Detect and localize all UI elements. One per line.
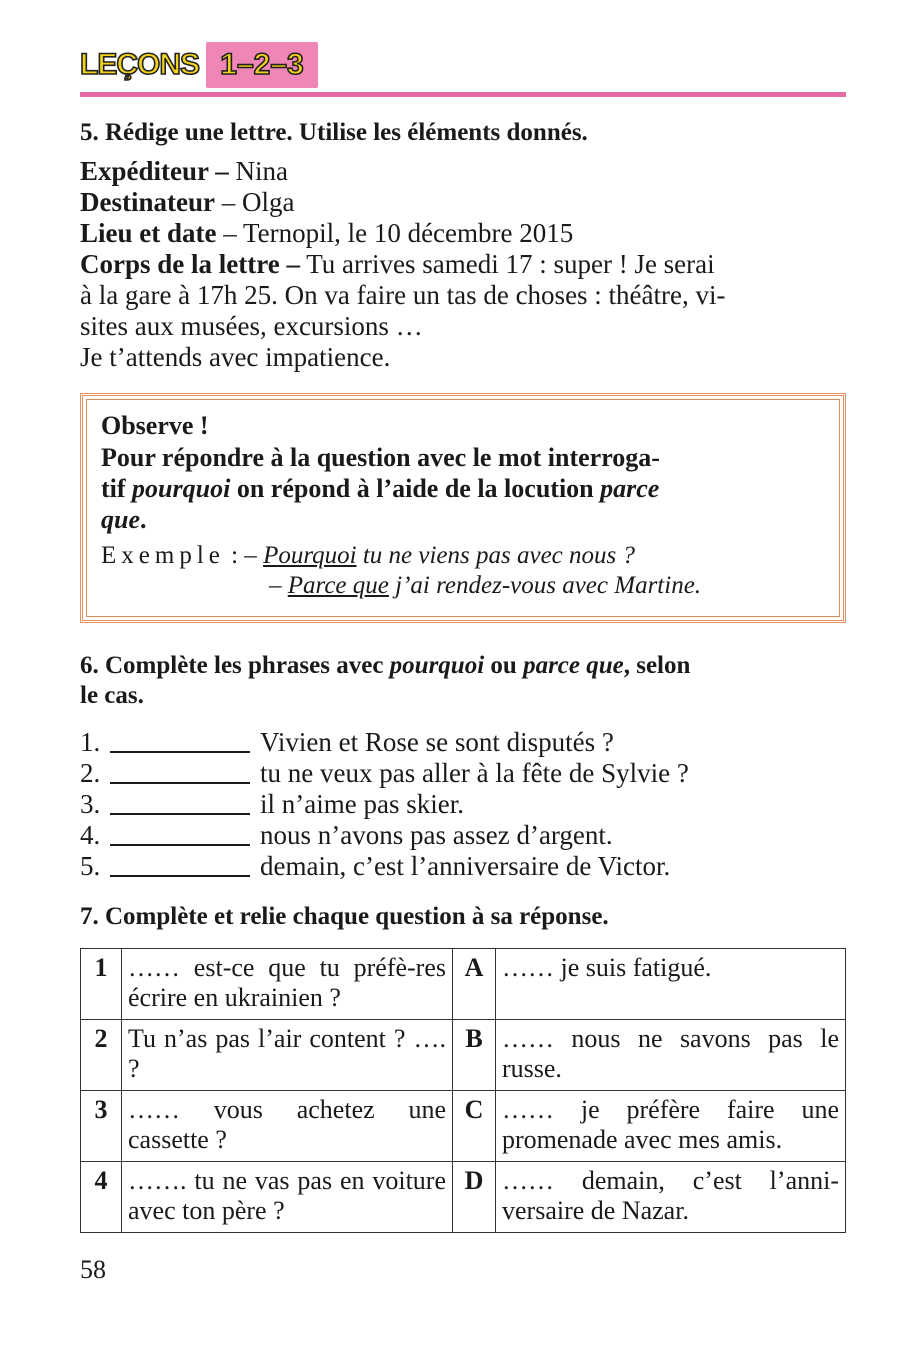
item-number: 2. (80, 758, 101, 788)
letter-body-label: Corps de la lettre – (80, 249, 300, 279)
place-date-value: – Ternopil, le 10 décembre 2015 (216, 218, 574, 248)
question-number: 4 (81, 1162, 122, 1233)
example-dash: – (269, 572, 288, 599)
table-row (81, 1020, 846, 1091)
list-item (80, 851, 846, 882)
recipient-line (80, 187, 846, 218)
sender-line (80, 156, 846, 187)
lessons-numbers: 1–2–3 (206, 42, 318, 88)
list-item (80, 758, 846, 789)
lessons-title: LEÇONS (80, 48, 200, 81)
answer-letter: A (453, 949, 496, 1020)
example-separator: : – (224, 542, 264, 569)
item-text: Vivien et Rose se sont disputés ? (260, 727, 614, 757)
table-row (81, 949, 846, 1020)
place-date-line (80, 218, 846, 249)
item-text: nous n’avons pas assez d’argent. (260, 820, 613, 850)
ex6-title-pourquoi: pourquoi (389, 652, 485, 679)
question-cell: …… vous achetez une cassette ? (122, 1091, 453, 1162)
sender-label: Expéditeur – (80, 156, 229, 186)
item-number: 5. (80, 851, 101, 881)
letter-body-value: Tu arrives samedi 17 : super ! Je serai (299, 249, 715, 279)
letter-body-line-1 (80, 249, 846, 280)
place-date-label: Lieu et date (80, 218, 217, 248)
list-item (80, 789, 846, 820)
answer-blank[interactable] (110, 789, 250, 815)
letter-body-line-3: sites aux musées, excursions … (80, 311, 423, 341)
exercise-6-list (80, 727, 846, 882)
answer-cell: …… je préfère faire une promenade avec mes amis. (496, 1091, 846, 1162)
item-text: demain, c’est l’anniversaire de Victor. (260, 851, 671, 881)
answer-cell: …… je suis fatigué. (496, 949, 846, 1020)
exercise-7-title: 7. Complète et relie chaque question à sa réponse. (80, 903, 609, 930)
example-question: tu ne viens pas avec nous ? (356, 542, 635, 569)
example-line-1 (101, 541, 825, 571)
answer-cell: …… nous ne savons pas le russe. (496, 1020, 846, 1091)
item-number: 4. (80, 820, 101, 850)
answer-blank[interactable] (110, 758, 250, 784)
observe-box (80, 393, 846, 623)
observe-text-line-1: Pour répondre à la question avec le mot interroga- (101, 443, 660, 472)
textbook-page (80, 38, 846, 1225)
item-text: il n’aime pas skier. (260, 789, 464, 819)
exercise-5 (80, 118, 846, 373)
question-number: 1 (81, 949, 122, 1020)
ex6-title-ou: ou (484, 652, 524, 679)
example-line-2 (101, 571, 825, 601)
item-text: tu ne veux pas aller à la fête de Sylvie ? (260, 758, 689, 788)
table-row (81, 1091, 846, 1162)
question-cell: Tu n’as pas l’air content ? …. ? (122, 1020, 453, 1091)
answer-letter: C (453, 1091, 496, 1162)
header-divider (80, 92, 846, 97)
observe-title: Observe ! (101, 411, 209, 440)
exercise-6-title-line-2: le cas. (80, 682, 144, 709)
letter-body-line-2: à la gare à 17h 25. On va faire un tas de choses : théâtre, vi- (80, 280, 726, 310)
lesson-header (80, 38, 846, 94)
answer-letter: D (453, 1162, 496, 1233)
exercise-6-title (80, 651, 846, 711)
ex6-title-parce-que: parce que (523, 652, 624, 679)
observe-text-2a: tif (101, 474, 133, 503)
list-item (80, 820, 846, 851)
answer-blank[interactable] (110, 820, 250, 846)
table-row (81, 1162, 846, 1233)
ex6-title-e: , selon (623, 652, 691, 679)
matching-table (80, 948, 846, 1233)
answer-letter: B (453, 1020, 496, 1091)
item-number: 3. (80, 789, 101, 819)
observe-word-que: que (101, 505, 140, 534)
example-label: Exemple (101, 542, 225, 569)
observe-box-inner (86, 399, 840, 617)
page-number: 58 (80, 1255, 106, 1284)
observe-text-line-3 (101, 504, 825, 535)
question-cell: …… est-ce que tu préfè-res écrire en ukrainien ? (122, 949, 453, 1020)
answer-blank[interactable] (110, 727, 250, 753)
question-cell: ……. tu ne vas pas en voiture avec ton père ? (122, 1162, 453, 1233)
exercise-5-title: 5. Rédige une lettre. Utilise les éléments donnés. (80, 119, 588, 146)
exercise-6-title-line-1 (80, 651, 846, 681)
example-parce-que: Parce que (287, 572, 389, 599)
sender-value: Nina (228, 156, 288, 186)
example-answer: j’ai rendez-vous avec Martine. (388, 572, 702, 599)
question-number: 2 (81, 1020, 122, 1091)
observe-text-line-2 (101, 473, 825, 504)
observe-text-3b: . (140, 505, 147, 534)
example-pourquoi: Pourquoi (263, 542, 357, 569)
observe-word-pourquoi: pourquoi (132, 474, 231, 503)
item-number: 1. (80, 727, 101, 757)
recipient-value: – Olga (214, 187, 295, 217)
answer-blank[interactable] (110, 851, 250, 877)
list-item (80, 727, 846, 758)
ex6-title-a: 6. Complète les phrases avec (80, 652, 390, 679)
question-number: 3 (81, 1091, 122, 1162)
recipient-label: Destinateur (80, 187, 215, 217)
observe-text-2c: on répond à l’aide de la locution (230, 474, 601, 503)
observe-word-parce: parce (600, 474, 660, 503)
answer-cell: …… demain, c’est l’anni-versaire de Nazar. (496, 1162, 846, 1233)
letter-body-line-4: Je t’attends avec impatience. (80, 342, 391, 372)
